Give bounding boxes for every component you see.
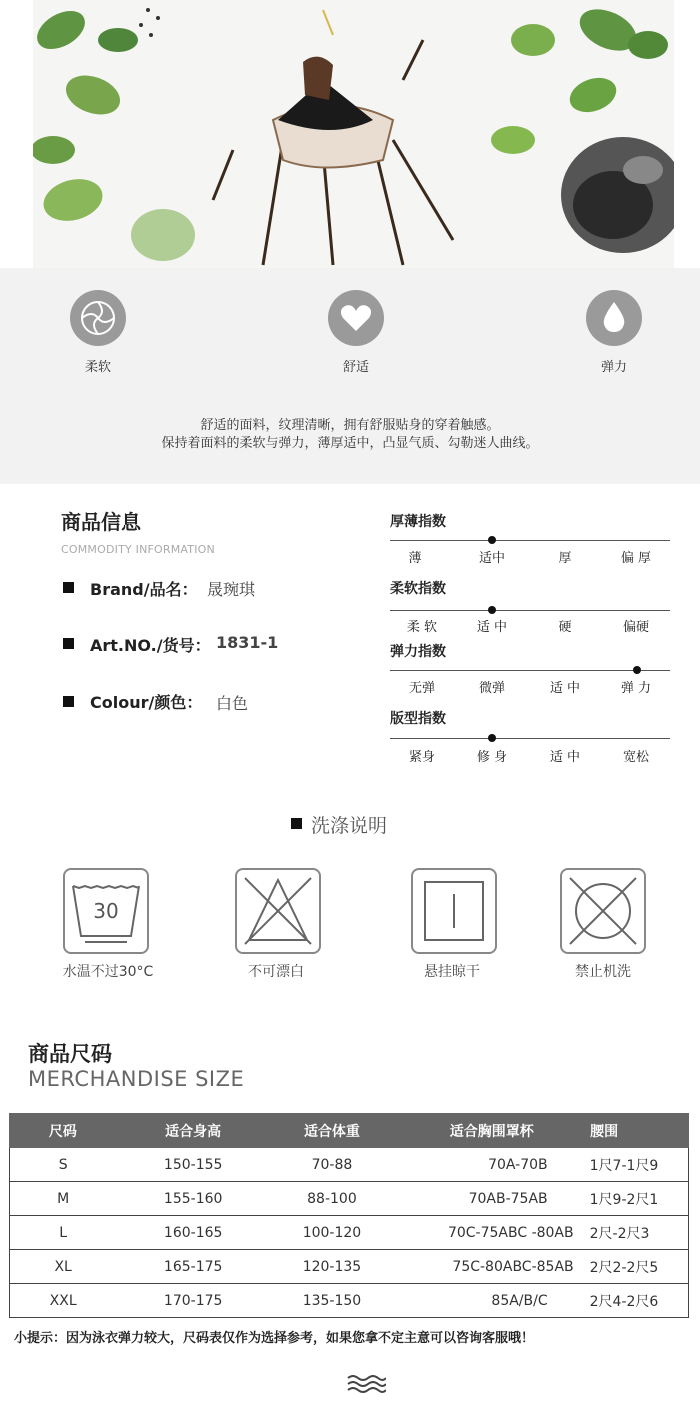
art-no-label: Art.NO./货号： xyxy=(90,636,211,655)
size-tip: 小提示：因为泳衣弹力较大，尺码表仅作为选择参考，如果您拿不定主意可以咨询客服哦！ xyxy=(14,1331,535,1346)
feature-band xyxy=(0,268,700,484)
feature-label-soft: 柔软 xyxy=(84,360,111,375)
table-cell: 70A-70B xyxy=(394,1148,590,1182)
hang-dry-icon xyxy=(411,868,497,954)
index-option: 适中 xyxy=(478,551,505,566)
brand-value: 晟琬琪 xyxy=(207,580,256,599)
table-cell: 160-165 xyxy=(116,1216,270,1250)
size-table xyxy=(9,1113,689,1318)
index-marker xyxy=(488,734,496,742)
header-cell: 尺码 xyxy=(10,1114,117,1148)
art-no-value: 1831-1 xyxy=(216,633,279,652)
feature-label-comfort: 舒适 xyxy=(342,360,369,375)
table-cell: XXL xyxy=(10,1284,117,1318)
bullet-icon xyxy=(291,818,302,829)
index-marker xyxy=(488,606,496,614)
size-title: 商品尺码 xyxy=(28,1042,112,1066)
index-marker xyxy=(488,536,496,544)
index-marker xyxy=(633,666,641,674)
table-row xyxy=(10,1250,689,1284)
table-cell: 2尺2-2尺5 xyxy=(590,1250,689,1284)
table-row xyxy=(10,1148,689,1182)
bullet-icon xyxy=(63,638,74,649)
wash-temp: 30 xyxy=(93,899,119,923)
description-line-1: 舒适的面料，纹理清晰，拥有舒服贴身的穿着触感。 xyxy=(200,418,500,433)
index-option: 适 中 xyxy=(549,681,581,696)
table-cell: 70AB-75AB xyxy=(394,1182,590,1216)
index-line xyxy=(390,610,670,611)
table-cell: M xyxy=(10,1182,117,1216)
table-cell: 155-160 xyxy=(116,1182,270,1216)
size-subtitle: MERCHANDISE SIZE xyxy=(28,1067,245,1091)
no-bleach-icon xyxy=(235,868,321,954)
table-cell: 2尺4-2尺6 xyxy=(590,1284,689,1318)
colour-label: Colour/颜色： xyxy=(90,693,203,712)
description-line-2: 保持着面料的柔软与弹力，薄厚适中，凸显气质、勾勒迷人曲线。 xyxy=(161,436,539,451)
header-cell: 适合体重 xyxy=(270,1114,394,1148)
header-cell: 腰围 xyxy=(590,1114,689,1148)
feature-label-elastic: 弹力 xyxy=(600,360,627,375)
product-info-title: 商品信息 xyxy=(61,510,141,534)
header-cell: 适合身高 xyxy=(116,1114,270,1148)
index-option: 偏 厚 xyxy=(620,551,652,566)
index-title-fit: 版型指数 xyxy=(390,711,446,727)
table-cell: 150-155 xyxy=(116,1148,270,1182)
wash-title: 洗涤说明 xyxy=(311,815,388,837)
wash-label: 水温不过30°C xyxy=(62,964,154,980)
table-cell: 70C-75ABC -80AB xyxy=(394,1216,590,1250)
size-table-header xyxy=(10,1114,689,1148)
table-cell: 85A/B/C xyxy=(394,1284,590,1318)
table-cell: 1尺9-2尺1 xyxy=(590,1182,689,1216)
product-info-subtitle: COMMODITY INFORMATION xyxy=(61,543,215,556)
index-title-thickness: 厚薄指数 xyxy=(390,514,446,530)
index-title-softness: 柔软指数 xyxy=(390,581,446,597)
drop-icon xyxy=(586,290,642,346)
wash-label: 禁止机洗 xyxy=(575,964,631,980)
table-cell: 135-150 xyxy=(270,1284,394,1318)
no-machine-wash-icon xyxy=(560,868,646,954)
colour-value: 白色 xyxy=(216,694,249,713)
table-cell: 75C-80ABC-85AB xyxy=(394,1250,590,1284)
bullet-icon xyxy=(63,582,74,593)
table-cell: 70-88 xyxy=(270,1148,394,1182)
index-option: 柔 软 xyxy=(406,620,438,635)
hero-illustration xyxy=(33,0,674,268)
table-cell: L xyxy=(10,1216,117,1250)
index-title-elasticity: 弹力指数 xyxy=(390,644,446,660)
header-cell: 适合胸围罩杯 xyxy=(394,1114,590,1148)
wave-divider-icon xyxy=(346,1374,386,1398)
table-row xyxy=(10,1216,689,1250)
index-option: 硬 xyxy=(558,620,572,635)
table-cell: 100-120 xyxy=(270,1216,394,1250)
bullet-icon xyxy=(63,696,74,707)
table-cell: 2尺-2尺3 xyxy=(590,1216,689,1250)
wash-label: 悬挂晾干 xyxy=(424,964,480,980)
index-option: 偏硬 xyxy=(622,620,649,635)
wash-30-icon xyxy=(63,868,149,954)
swirl-icon xyxy=(70,290,126,346)
index-option: 适 中 xyxy=(549,750,581,765)
table-row xyxy=(10,1182,689,1216)
index-option: 微弹 xyxy=(478,681,505,696)
index-option: 厚 xyxy=(558,551,572,566)
index-option: 紧身 xyxy=(408,750,435,765)
table-cell: 170-175 xyxy=(116,1284,270,1318)
index-line xyxy=(390,540,670,541)
table-cell: XL xyxy=(10,1250,117,1284)
table-row xyxy=(10,1284,689,1318)
index-option: 无弹 xyxy=(408,681,435,696)
brand-label: Brand/品名： xyxy=(90,580,198,599)
index-option: 适 中 xyxy=(476,620,508,635)
table-cell: 88-100 xyxy=(270,1182,394,1216)
heart-icon xyxy=(328,290,384,346)
wash-label: 不可漂白 xyxy=(248,964,304,980)
index-option: 薄 xyxy=(408,551,422,566)
index-option: 宽松 xyxy=(622,750,649,765)
table-cell: 1尺7-1尺9 xyxy=(590,1148,689,1182)
index-line xyxy=(390,670,670,671)
index-option: 修 身 xyxy=(476,750,508,765)
index-line xyxy=(390,738,670,739)
table-cell: 120-135 xyxy=(270,1250,394,1284)
table-cell: 165-175 xyxy=(116,1250,270,1284)
index-option: 弹 力 xyxy=(620,681,652,696)
table-cell: S xyxy=(10,1148,117,1182)
